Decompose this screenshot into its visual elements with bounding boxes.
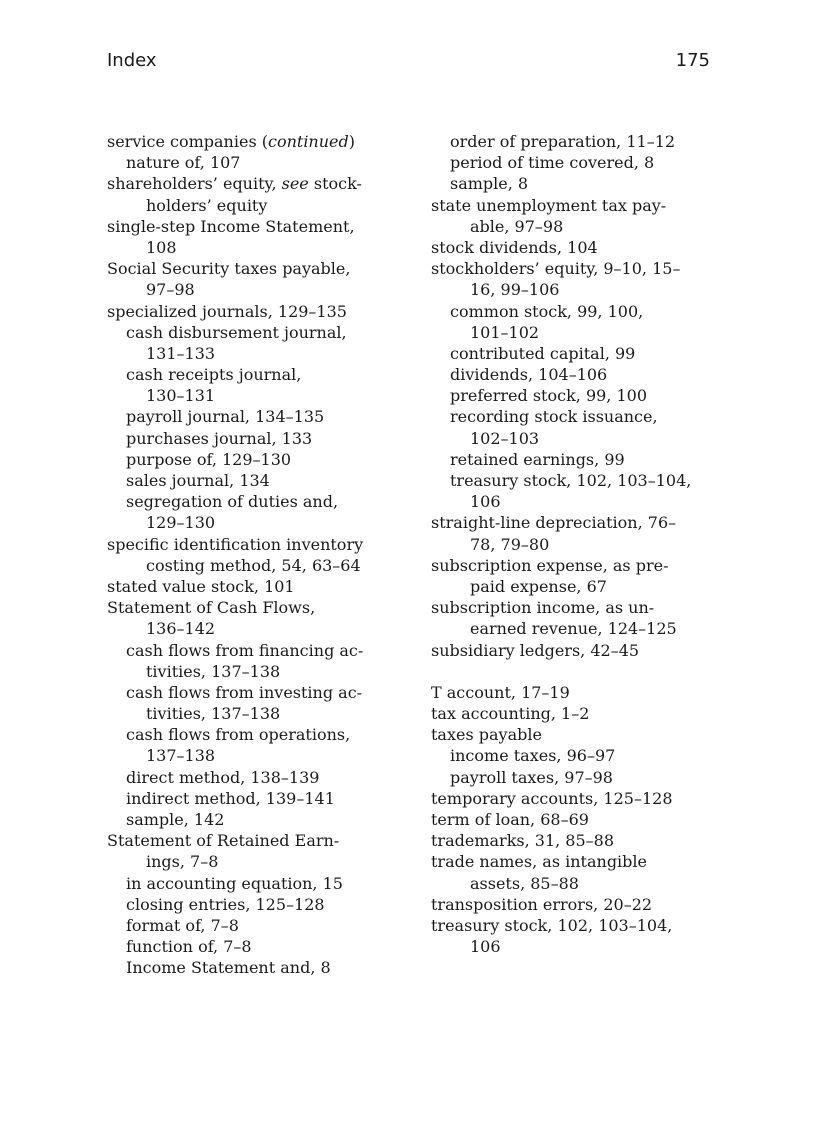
index-entry: stock dividends, 104 bbox=[431, 237, 598, 257]
index-subentry: payroll journal, 134–135 bbox=[126, 407, 325, 427]
index-subentry: sales journal, 134 bbox=[126, 471, 270, 490]
index-subentry: treasury stock, 102, 103–104, bbox=[450, 471, 692, 490]
index-subentry: nature of, 107 bbox=[126, 153, 241, 173]
index-entry: transposition errors, 20–22 bbox=[431, 894, 653, 914]
index-continuation: assets, 85–88 bbox=[470, 873, 579, 893]
index-subentry: preferred stock, 99, 100 bbox=[450, 386, 648, 406]
index-continuation: paid expense, 67 bbox=[470, 576, 607, 596]
index-entry: Social Security taxes payable, bbox=[107, 259, 351, 279]
index-entry: subscription expense, as pre- bbox=[431, 555, 669, 575]
index-entry: tax accounting, 1–2 bbox=[431, 704, 590, 724]
index-continuation: costing method, 54, 63–64 bbox=[146, 555, 361, 575]
index-subentry: order of preparation, 11–12 bbox=[450, 132, 676, 151]
index-subentry: direct method, 138–139 bbox=[126, 767, 320, 787]
index-continuation: tivities, 137–138 bbox=[146, 661, 281, 681]
index-entry: state unemployment tax pay- bbox=[431, 195, 667, 215]
index-subentry: period of time covered, 8 bbox=[450, 153, 655, 173]
index-column-left bbox=[107, 131, 407, 979]
index-subentry: cash flows from financing ac- bbox=[126, 640, 364, 660]
index-entry: specialized journals, 129–135 bbox=[107, 301, 347, 321]
index-entry: straight-line depreciation, 76– bbox=[431, 513, 677, 533]
index-continuation: holders’ equity bbox=[146, 195, 268, 215]
index-subentry: sample, 142 bbox=[126, 810, 225, 829]
index-entry: shareholders’ equity, see stock- bbox=[107, 174, 362, 194]
index-subentry: indirect method, 139–141 bbox=[126, 788, 335, 808]
index-subentry: retained earnings, 99 bbox=[450, 449, 625, 469]
index-subentry: income taxes, 96–97 bbox=[450, 746, 616, 766]
letter-group-spacer bbox=[431, 661, 721, 682]
page-number: 175 bbox=[675, 50, 710, 71]
index-subentry: function of, 7–8 bbox=[126, 937, 252, 957]
index-subentry: sample, 8 bbox=[450, 174, 529, 194]
index-subentry: purchases journal, 133 bbox=[126, 428, 313, 448]
index-entry: term of loan, 68–69 bbox=[431, 810, 589, 829]
index-subentry: dividends, 104–106 bbox=[450, 365, 608, 385]
index-subentry: cash flows from operations, bbox=[126, 725, 351, 745]
index-continuation: able, 97–98 bbox=[470, 216, 564, 236]
index-subentry: segregation of duties and, bbox=[126, 492, 339, 512]
running-head-title: Index bbox=[107, 50, 157, 71]
index-entry: stockholders’ equity, 9–10, 15– bbox=[431, 259, 681, 279]
index-subentry: cash flows from investing ac- bbox=[126, 682, 363, 702]
index-entry: trademarks, 31, 85–88 bbox=[431, 831, 615, 851]
index-entry: T account, 17–19 bbox=[431, 682, 570, 702]
index-subentry: cash disbursement journal, bbox=[126, 322, 347, 342]
index-subentry: Income Statement and, 8 bbox=[126, 958, 331, 978]
index-continuation: 102–103 bbox=[470, 428, 540, 448]
index-entry: treasury stock, 102, 103–104, bbox=[431, 915, 673, 935]
index-continuation: tivities, 137–138 bbox=[146, 704, 281, 724]
index-subentry: common stock, 99, 100, bbox=[450, 301, 644, 321]
index-continuation: 137–138 bbox=[146, 746, 216, 766]
index-continuation: 78, 79–80 bbox=[470, 534, 550, 554]
index-continuation: 97–98 bbox=[146, 280, 195, 300]
index-column-right bbox=[431, 131, 721, 957]
index-subentry: payroll taxes, 97–98 bbox=[450, 767, 613, 787]
index-subentry: contributed capital, 99 bbox=[450, 343, 636, 363]
index-entry: Statement of Cash Flows, bbox=[107, 598, 316, 618]
index-continuation: 106 bbox=[470, 937, 501, 957]
index-subentry: format of, 7–8 bbox=[126, 915, 239, 935]
index-continuation: 16, 99–106 bbox=[470, 280, 560, 300]
index-entry: trade names, as intangible bbox=[431, 852, 647, 872]
index-continuation: 101–102 bbox=[470, 322, 540, 342]
index-continuation: earned revenue, 124–125 bbox=[470, 619, 677, 639]
index-entry: service companies (continued) bbox=[107, 132, 355, 151]
index-entry: Statement of Retained Earn- bbox=[107, 831, 340, 851]
index-continuation: 136–142 bbox=[146, 619, 216, 639]
index-subentry: purpose of, 129–130 bbox=[126, 449, 292, 469]
index-subentry: closing entries, 125–128 bbox=[126, 894, 325, 914]
index-subentry: recording stock issuance, bbox=[450, 407, 658, 427]
index-continuation: 131–133 bbox=[146, 343, 216, 363]
index-entry: single-step Income Statement, bbox=[107, 216, 355, 236]
index-continuation: 108 bbox=[146, 237, 177, 257]
index-continuation: ings, 7–8 bbox=[146, 852, 219, 872]
index-subentry: in accounting equation, 15 bbox=[126, 873, 343, 893]
index-subentry: cash receipts journal, bbox=[126, 365, 302, 385]
index-continuation: 130–131 bbox=[146, 386, 216, 406]
index-entry: subsidiary ledgers, 42–45 bbox=[431, 640, 640, 660]
index-entry: stated value stock, 101 bbox=[107, 576, 295, 596]
index-entry: temporary accounts, 125–128 bbox=[431, 788, 673, 808]
index-entry: specific identification inventory bbox=[107, 534, 364, 554]
index-continuation: 129–130 bbox=[146, 513, 216, 533]
index-entry: subscription income, as un- bbox=[431, 598, 655, 618]
index-continuation: 106 bbox=[470, 492, 501, 512]
index-entry: taxes payable bbox=[431, 725, 542, 745]
running-head bbox=[107, 48, 710, 74]
